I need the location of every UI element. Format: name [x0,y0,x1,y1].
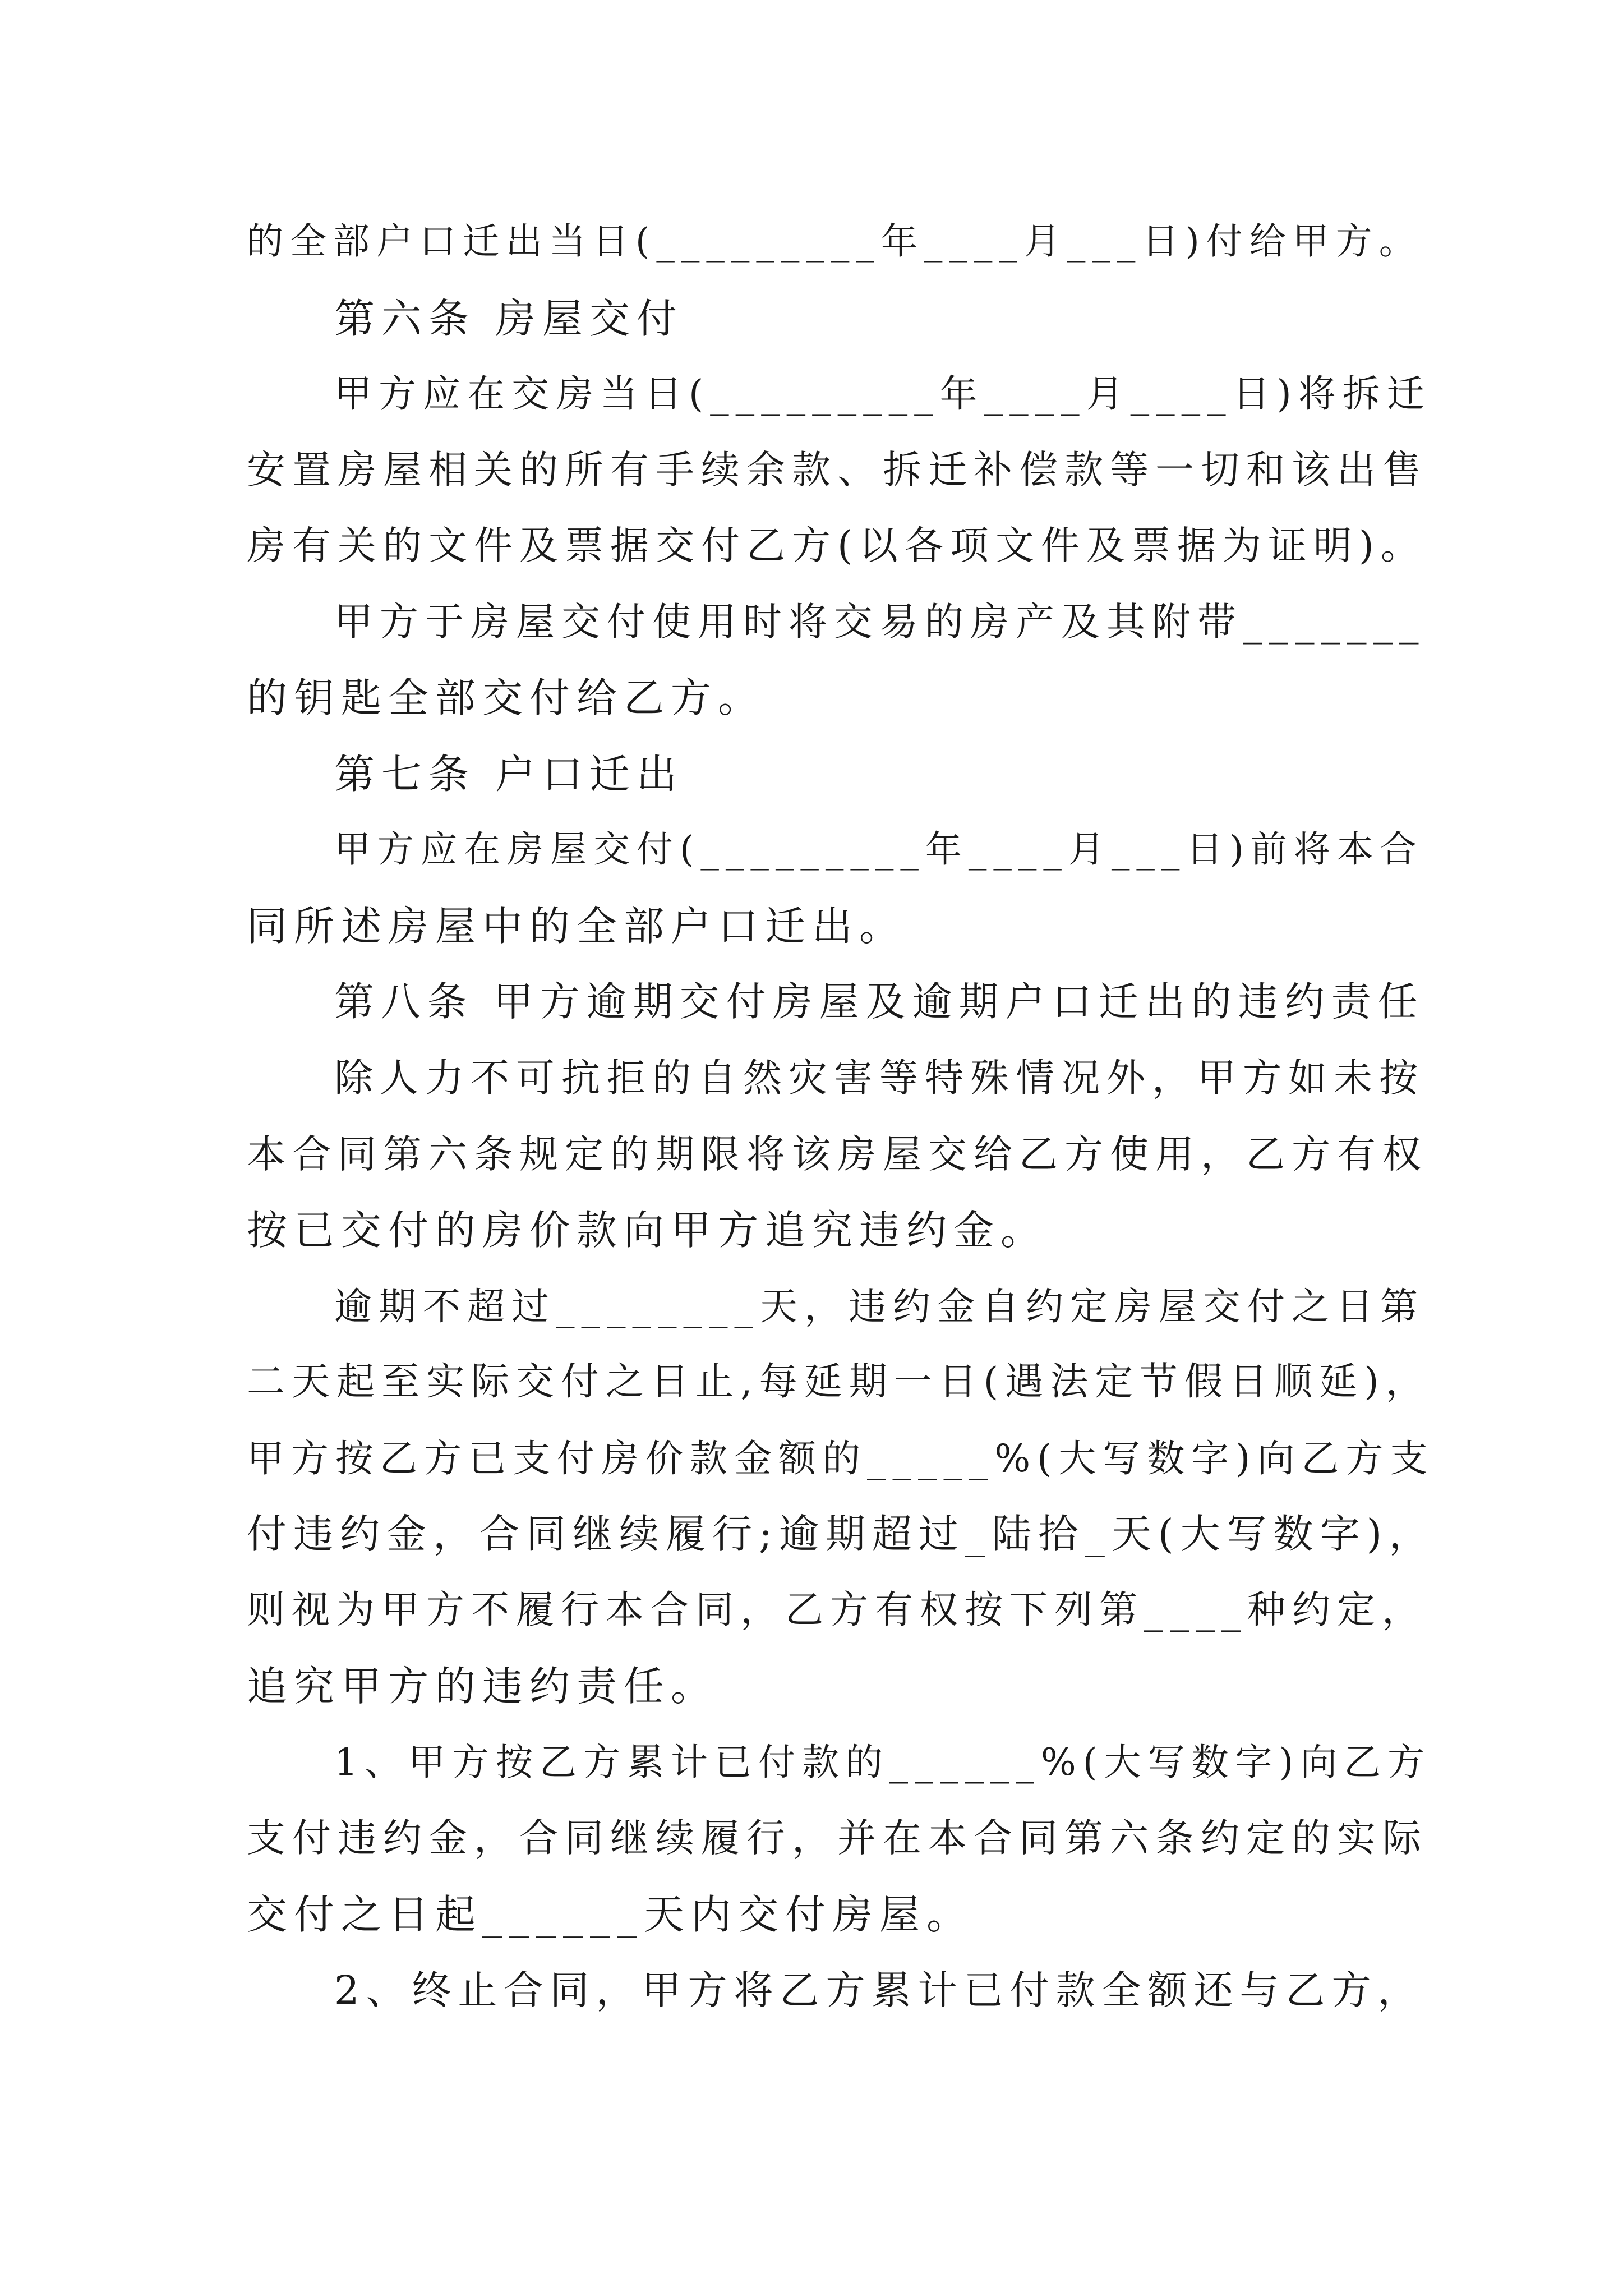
article-8-heading: 第八条 甲方逾期交付房屋及逾期户口迁出的违约责任 [334,978,1424,1025]
line-9: 甲方应在房屋交付(_________年____月___日)前将本合 [334,829,1423,871]
line-13: 本合同第六条规定的期限将该房屋交给乙方使用，乙方有权 [247,1132,1428,1177]
line-12: 除人力不可抗拒的自然灾害等特殊情况外，甲方如未按 [334,1056,1424,1101]
line-14: 按已交付的房价款向甲方追究违约金。 [247,1207,1048,1254]
line-5: 房有关的文件及票据交付乙方(以各项文件及票据为证明)。 [247,523,1426,568]
line-6: 甲方于房屋交付使用时将交易的房产及其附带_______ [334,600,1426,645]
line-7: 的钥匙全部交付给乙方。 [247,674,766,721]
line-22: 支付违约金，合同继续履行，并在本合同第六条约定的实际 [247,1816,1428,1861]
line-21: 1、甲方按乙方累计已付款的______%(大写数字)向乙方 [334,1741,1432,1784]
article-6-heading: 第六条 房屋交付 [334,295,684,342]
line-16: 二天起至实际交付之日止,每延期一日(遇法定节假日顺延)， [247,1360,1431,1404]
line-15: 逾期不超过________天，违约金自约定房屋交付之日第 [334,1285,1424,1328]
line-19: 则视为甲方不履行本合同，乙方有权按下列第____种约定， [247,1588,1427,1632]
line-1: 的全部户口迁出当日(_________年____月___日)付给甲方。 [247,220,1422,263]
line-18: 付违约金，合同继续履行;逾期超过_陆拾_天(大写数字)， [247,1511,1436,1557]
line-24: 2、终止合同，甲方将乙方累计已付款全额还与乙方， [334,1967,1424,2013]
line-4: 安置房屋相关的所有手续余款、拆迁补偿款等一切和该出售 [247,448,1428,493]
line-3: 甲方应在交房当日(_________年____月____日)将拆迁 [334,372,1431,416]
line-20: 追究甲方的违约责任。 [247,1663,718,1710]
line-17: 甲方按乙方已支付房价款金额的_____%(大写数字)向乙方支 [247,1437,1435,1480]
article-7-heading: 第七条 户口迁出 [334,751,684,798]
line-10: 同所述房屋中的全部户口迁出。 [247,903,907,950]
line-23: 交付之日起______天内交付房屋。 [247,1891,974,1938]
